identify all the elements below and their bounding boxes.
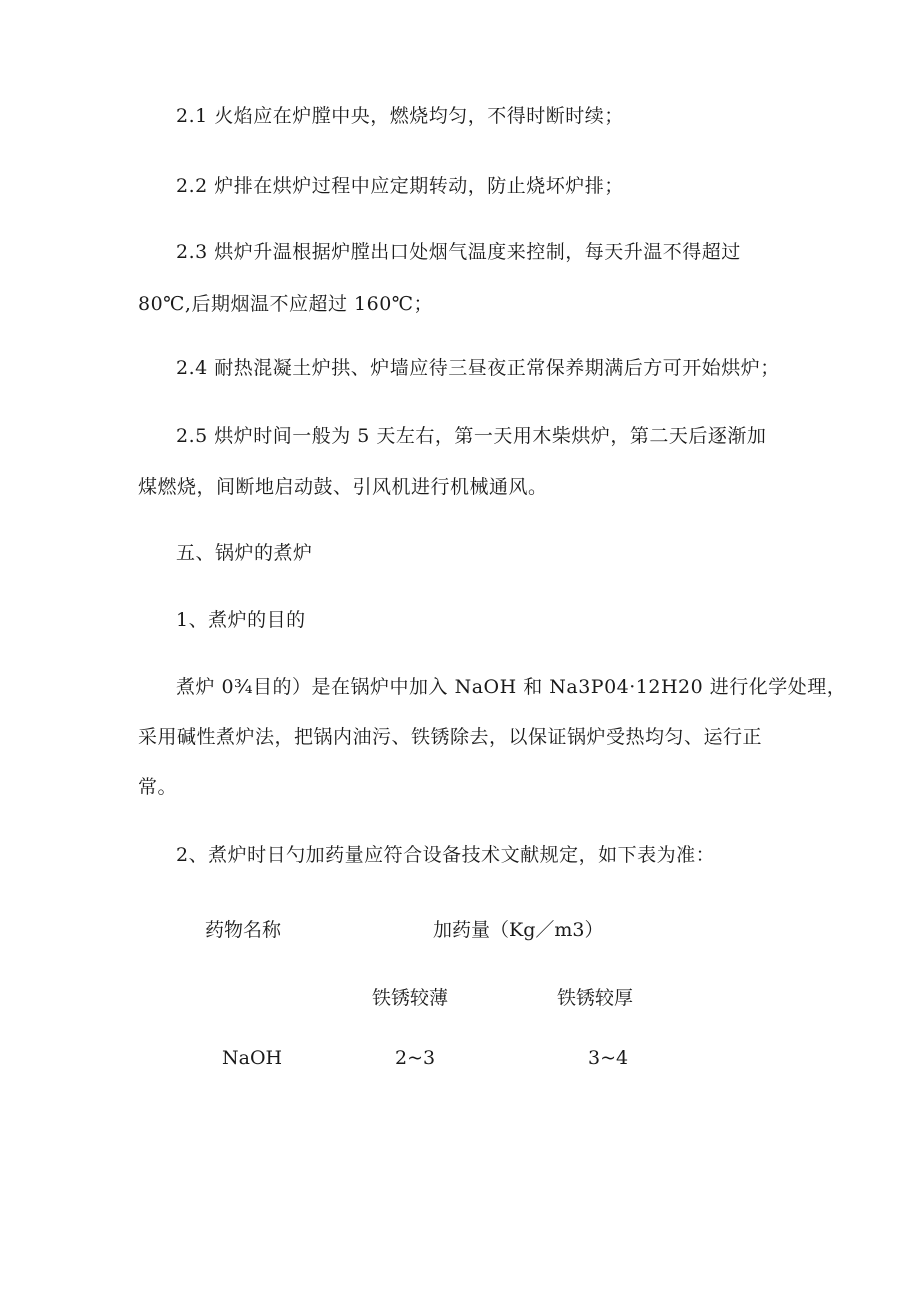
paragraph-2-1: 2.1 火焰应在炉膛中央，燃烧均匀，不得时断时续； [176, 105, 624, 127]
table-subheader-thin: 铁锈较薄 [372, 987, 449, 1009]
table-row-thick: 3~4 [588, 1047, 629, 1069]
paragraph-2-3-line2: 80℃,后期烟温不应超过 160℃； [138, 293, 434, 315]
paragraph-purpose-line1: 煮炉 0¾目的）是在锅炉中加入 NaOH 和 Na3P04·12H20 进行化学处理， [176, 676, 847, 698]
table-header-name: 药物名称 [205, 919, 282, 941]
subheading-purpose: 1、煮炉的目的 [176, 609, 306, 631]
paragraph-purpose-line2: 采用碱性煮炉法，把锅内油污、铁锈除去，以保证锅炉受热均匀、运行正 [138, 726, 763, 748]
table-header-dose: 加药量（Kg／m3） [433, 919, 604, 941]
paragraph-purpose-line3: 常。 [138, 776, 178, 798]
paragraph-2-3-line1: 2.3 烘炉升温根据炉膛出口处烟气温度来控制，每天升温不得超过 [176, 241, 741, 263]
paragraph-2-5-line2: 煤燃烧，间断地启动鼓、引风机进行机械通风。 [138, 476, 548, 498]
table-row-name: NaOH [222, 1047, 283, 1069]
paragraph-2-4: 2.4 耐热混凝土炉拱、炉墙应待三昼夜正常保养期满后方可开始烘炉； [176, 357, 780, 379]
table-subheader-thick: 铁锈较厚 [557, 987, 634, 1009]
table-row-thin: 2~3 [395, 1047, 436, 1069]
paragraph-2-2: 2.2 炉排在烘炉过程中应定期转动，防止烧坏炉排； [176, 175, 624, 197]
section-heading: 五、锅炉的煮炉 [176, 542, 313, 564]
paragraph-2-5-line1: 2.5 烘炉时间一般为 5 天左右，第一天用木柴烘炉，第二天后逐渐加 [176, 425, 767, 447]
paragraph-dosage: 2、煮炉时日勺加药量应符合设备技术文献规定，如下表为准： [176, 844, 716, 866]
